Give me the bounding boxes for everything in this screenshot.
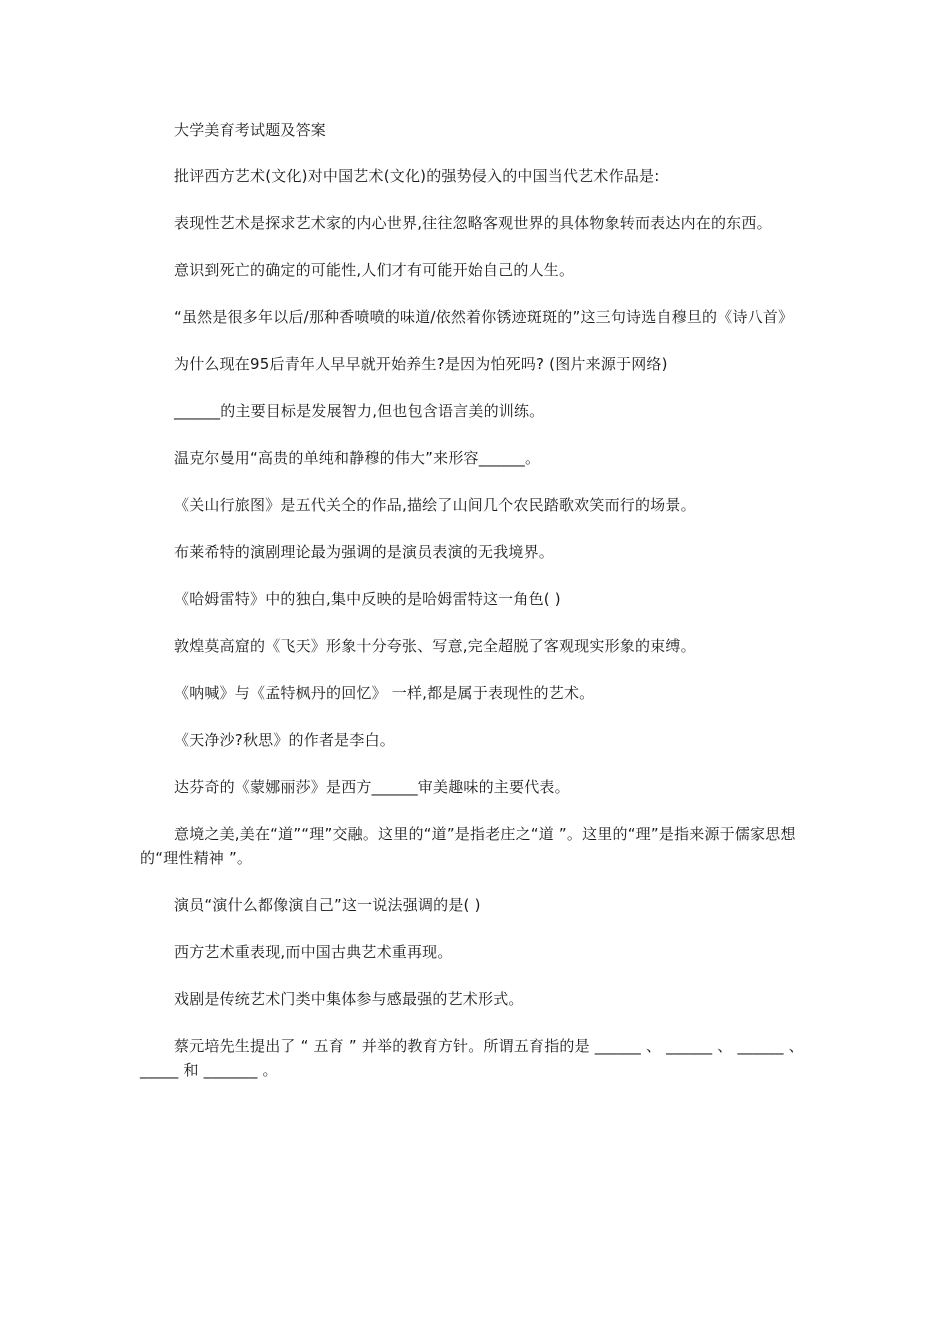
document-title: 大学美育考试题及答案 xyxy=(174,121,327,139)
paragraph: 戏剧是传统艺术门类中集体参与感最强的艺术形式。 xyxy=(174,990,524,1008)
paragraph: 蔡元培先生提出了 “ 五育 ” 并举的教育方针。所谓五育指的是 ______ 、 ______ 、 ______ 、 _____ 和 _______ 。 xyxy=(140,1037,804,1079)
paragraph: 温克尔曼用“高贵的单纯和静穆的伟大”来形容______。 xyxy=(174,449,541,467)
paragraph: 演员“演什么都像演自己”这一说法强调的是( ) xyxy=(174,896,481,914)
paragraph: 批评西方艺术(文化)对中国艺术(文化)的强势侵入的中国当代艺术作品是: xyxy=(174,167,660,185)
paragraph: 《关山行旅图》是五代关仝的作品,描绘了山间几个农民踏歌欢笑而行的场景。 xyxy=(174,496,696,514)
paragraph: 意识到死亡的确定的可能性,人们才有可能开始自己的人生。 xyxy=(174,261,575,279)
paragraph: 布莱希特的演剧理论最为强调的是演员表演的无我境界。 xyxy=(174,543,555,561)
document-body xyxy=(140,118,816,1105)
paragraph: 西方艺术重表现,而中国古典艺术重再现。 xyxy=(174,943,453,961)
paragraph: 为什么现在95后青年人早早就开始养生?是因为怕死吗? (图片来源于网络) xyxy=(174,355,668,373)
paragraph: “虽然是很多年以后/那种香喷喷的味道/依然着你锈迹斑斑的”这三句诗选自穆旦的《诗八首》 xyxy=(174,308,794,326)
paragraph: 意境之美,美在“道”“理”交融。这里的“道”是指老庄之“道 ”。这里的“理”是指来源于儒家思想的“理性精神 ”。 xyxy=(140,825,796,867)
paragraph: 达芬奇的《蒙娜丽莎》是西方______审美趣味的主要代表。 xyxy=(174,778,570,796)
paragraph: ______的主要目标是发展智力,但也包含语言美的训练。 xyxy=(174,402,545,420)
paragraph: 敦煌莫高窟的《飞天》形象十分夸张、写意,完全超脱了客观现实形象的束缚。 xyxy=(174,637,696,655)
paragraph: 《天净沙?秋思》的作者是李白。 xyxy=(174,731,395,749)
paragraph: 表现性艺术是探求艺术家的内心世界,往往忽略客观世界的具体物象转而表达内在的东西。 xyxy=(174,214,772,232)
paragraph: 《呐喊》与《孟特枫丹的回忆》 一样,都是属于表现性的艺术。 xyxy=(174,684,595,702)
paragraph: 《哈姆雷特》中的独白,集中反映的是哈姆雷特这一角色( ) xyxy=(174,590,561,608)
